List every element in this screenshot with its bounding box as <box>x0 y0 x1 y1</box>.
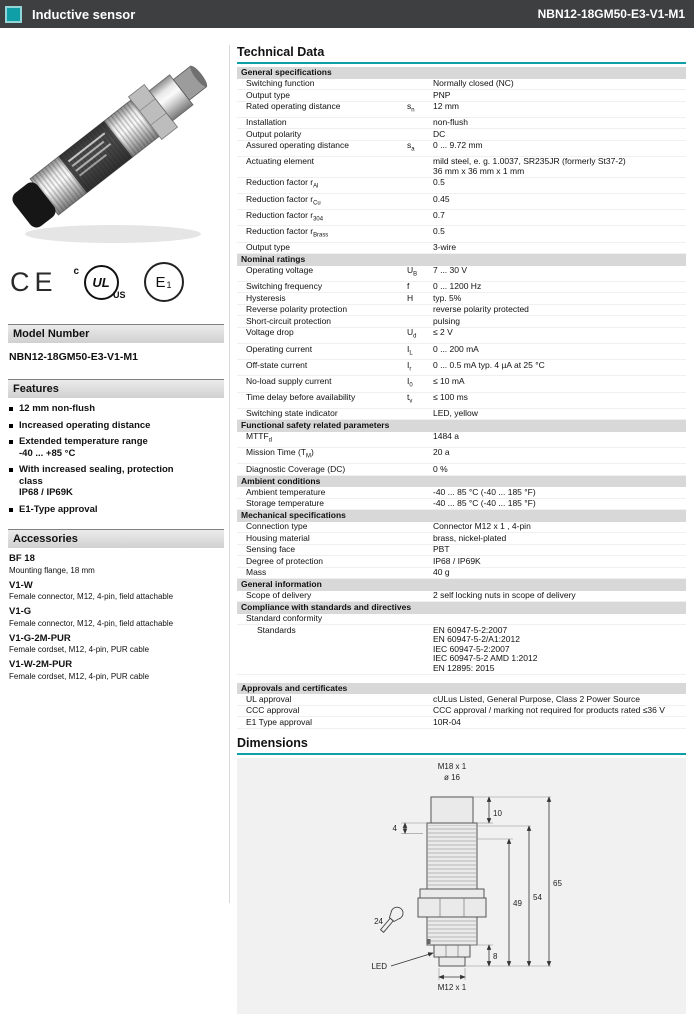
spec-row <box>237 79 686 91</box>
dim-label-65: 65 <box>553 878 562 888</box>
accessory-name: BF 18 <box>9 553 35 564</box>
feature-item <box>9 436 223 459</box>
spec-value: 0 ... 9.72 mm <box>433 140 483 151</box>
spec-label: CCC approval <box>246 705 300 716</box>
spec-row <box>237 305 686 317</box>
dimension-drawing <box>237 758 686 1014</box>
spec-row <box>237 448 686 464</box>
spec-label: Switching frequency <box>246 281 323 292</box>
spec-value: 0.45 <box>433 193 450 204</box>
e1-mark-icon <box>144 262 184 302</box>
dim-label-led: LED <box>371 961 387 971</box>
spec-label: Diagnostic Coverage (DC) <box>246 463 346 474</box>
spec-symbol: $s_n$ <box>407 101 415 114</box>
dim-label-dia16: ø 16 <box>443 772 461 782</box>
spec-value: non-flush <box>433 117 468 128</box>
spec-row <box>237 487 686 499</box>
cul-us-mark-icon <box>74 262 128 302</box>
ul-us-letters: US <box>113 290 126 300</box>
spec-label: UL approval <box>246 693 292 704</box>
spec-value: typ. 5% <box>433 292 462 303</box>
tech-sections <box>237 67 686 729</box>
section-header: Ambient conditions <box>237 476 686 488</box>
drawing-thread-lower <box>427 919 477 943</box>
spec-value: 20 a <box>433 447 450 458</box>
spec-label: Degree of protection <box>246 555 324 566</box>
spec-label: Short-circuit protection <box>246 315 332 326</box>
section-header: Nominal ratings <box>237 254 686 266</box>
spec-value: LED, yellow <box>433 408 478 419</box>
drawing-nut <box>418 898 486 917</box>
spec-value: PBT <box>433 544 450 555</box>
spec-symbol: $s_a$ <box>407 140 415 153</box>
spec-symbol: H <box>407 292 414 303</box>
spec-value: IP68 / IP69K <box>433 555 481 566</box>
dim-label-49: 49 <box>513 898 522 908</box>
spec-value: CCC approval / marking not required for products rated ≤36 V <box>433 705 665 716</box>
accessories-list <box>8 554 224 681</box>
dimensions-area <box>237 758 686 1014</box>
feature-text: 12 mm non-flush <box>19 403 96 414</box>
accessory-item <box>9 581 223 602</box>
spec-row <box>237 157 686 178</box>
spec-row <box>237 694 686 706</box>
spec-value: EN 60947-5-2:2007 EN 60947-5-2/A1:2012 IEC 60947-5-2:2007 IEC 60947-5-2 AMD 1:2012 EN 12895: 2015 <box>433 624 538 673</box>
spec-label: Installation <box>246 117 287 128</box>
spec-row <box>237 360 686 376</box>
spec-symbol: $t_v$ <box>407 392 413 405</box>
spec-symbol: $I_r$ <box>407 359 412 373</box>
ul-circle: UL <box>84 265 119 300</box>
drawing-head <box>431 797 473 823</box>
column-divider <box>229 45 230 903</box>
spec-value: 40 g <box>433 567 450 578</box>
accessory-name: V1-W-2M-PUR <box>9 659 73 670</box>
spec-label: Ambient temperature <box>246 486 326 497</box>
spec-row <box>237 141 686 157</box>
spec-row <box>237 568 686 580</box>
spec-row <box>237 717 686 729</box>
accessory-item <box>9 634 223 655</box>
dim-label-4: 4 <box>392 823 397 833</box>
dim-label-24: 24 <box>374 916 383 926</box>
bullet-icon <box>9 424 13 428</box>
spec-value: Normally closed (NC) <box>433 78 514 88</box>
spec-label: E1 Type approval <box>246 716 312 727</box>
spec-value: DC <box>433 128 446 139</box>
spec-row <box>237 118 686 130</box>
spec-label: Sensing face <box>246 544 296 555</box>
spec-row <box>237 376 686 392</box>
drawing-washer <box>420 889 484 898</box>
spec-row <box>237 282 686 294</box>
dim-label-m12: M12 x 1 <box>437 982 467 992</box>
spec-label: Operating voltage <box>246 265 314 276</box>
section-header: Approvals and certificates <box>237 683 686 695</box>
accessory-name: V1-W <box>9 579 33 591</box>
spec-value: reverse polarity protected <box>433 304 529 315</box>
spec-label: Switching state indicator <box>246 408 338 419</box>
section-header: Compliance with standards and directives <box>237 602 686 614</box>
spec-label: Mass <box>246 567 267 578</box>
section-header: Functional safety related parameters <box>237 420 686 432</box>
feature-item <box>9 420 223 432</box>
e1-number: 1 <box>166 279 172 290</box>
sensor-photo-graphic <box>8 40 224 250</box>
spec-value: cULus Listed, General Purpose, Class 2 Power Source <box>433 693 640 704</box>
certification-marks <box>10 254 224 310</box>
spec-row <box>237 464 686 476</box>
spec-row <box>237 102 686 118</box>
dim-label-8: 8 <box>493 951 498 961</box>
feature-item <box>9 464 223 499</box>
section-header: General information <box>237 579 686 591</box>
accessory-description: Female connector, M12, 4-pin, field attachable <box>9 592 174 601</box>
spec-label: Standard conformity <box>246 613 323 624</box>
spec-label: Output type <box>246 89 290 100</box>
bullet-icon <box>9 508 13 512</box>
spec-label: Switching function <box>246 78 315 88</box>
spec-label: Off-state current <box>246 359 308 370</box>
spec-row <box>237 178 686 194</box>
spec-value: Connector M12 x 1 , 4-pin <box>433 521 531 532</box>
spec-row <box>237 556 686 568</box>
spec-value: 0 ... 1200 Hz <box>433 281 482 292</box>
spec-value: 10R-04 <box>433 716 461 727</box>
spec-label: Output polarity <box>246 128 302 139</box>
features-list <box>8 403 224 515</box>
spec-value: 0 % <box>433 463 448 474</box>
spec-row <box>237 266 686 282</box>
drawing-connector-hex <box>434 945 470 957</box>
product-photo <box>8 40 224 250</box>
spec-value: -40 ... 85 °C (-40 ... 185 °F) <box>433 498 536 509</box>
spec-value: 0 ... 0.5 mA typ. 4 µA at 25 °C <box>433 359 545 370</box>
spec-label: Storage temperature <box>246 498 324 509</box>
spec-row <box>237 194 686 210</box>
spec-row <box>237 533 686 545</box>
photo-shadow <box>25 225 201 243</box>
accessory-description: Female cordset, M12, 4-pin, PUR cable <box>9 645 150 654</box>
spec-label: Reduction factor $r_{Cu}$ <box>246 193 321 207</box>
right-column <box>237 45 686 1014</box>
dim-label-10: 10 <box>493 808 502 818</box>
spec-row <box>237 706 686 718</box>
drawing-plug <box>439 957 465 966</box>
spec-row <box>237 499 686 511</box>
spec-value: ≤ 100 ms <box>433 392 468 403</box>
accessory-name: V1-G-2M-PUR <box>9 632 71 644</box>
bullet-icon <box>9 468 13 472</box>
spec-value: 0.5 <box>433 177 445 188</box>
spec-label: Voltage drop <box>246 327 294 338</box>
accessory-name: V1-G <box>9 606 32 617</box>
brand-logo-icon <box>5 6 22 23</box>
spec-row <box>237 129 686 141</box>
section-header: Mechanical specifications <box>237 510 686 522</box>
spec-value: 0.7 <box>433 209 445 220</box>
spec-row <box>237 344 686 360</box>
spec-value: ≤ 10 mA <box>433 375 465 386</box>
spec-label: Reduction factor $r_{Al}$ <box>246 177 319 191</box>
spec-symbol: f <box>407 281 410 292</box>
dim-label-54: 54 <box>533 892 542 902</box>
e1-letter: E <box>155 273 166 291</box>
spec-symbol: $I_L$ <box>407 343 413 357</box>
features-header: Features <box>8 379 224 398</box>
header-model-number: NBN12-18GM50-E3-V1-M1 <box>537 7 685 21</box>
ul-c-letter: c <box>73 266 80 277</box>
spec-label: Actuating element <box>246 156 315 167</box>
page-title: Inductive sensor <box>32 6 136 22</box>
spec-row <box>237 614 686 626</box>
spec-value: pulsing <box>433 315 460 326</box>
spec-value: mild steel, e. g. 1.0037, SR235JR (formerly St37-2) 36 mm x 36 mm x 1 mm <box>433 156 626 176</box>
spec-row <box>237 432 686 448</box>
accessory-description: Female connector, M12, 4-pin, field attachable <box>9 618 174 628</box>
spec-row <box>237 328 686 344</box>
accessory-description: Mounting flange, 18 mm <box>9 565 95 575</box>
spec-label: No-load supply current <box>246 375 332 386</box>
spec-label: Scope of delivery <box>246 590 312 601</box>
feature-item <box>9 504 223 516</box>
spec-value: 0.5 <box>433 225 445 236</box>
spec-row <box>237 591 686 603</box>
spec-label: Rated operating distance <box>246 101 341 111</box>
model-number-value: NBN12-18GM50-E3-V1-M1 <box>9 351 138 363</box>
accessory-item <box>9 660 223 681</box>
drawing-led-window <box>427 939 431 944</box>
spec-row <box>237 625 686 675</box>
spec-label: Operating current <box>246 343 313 354</box>
spec-value: -40 ... 85 °C (-40 ... 185 °F) <box>433 486 536 497</box>
spec-value: 2 self locking nuts in scope of delivery <box>433 590 576 601</box>
feature-text: Increased operating distance <box>19 419 151 431</box>
section-header: General specifications <box>237 67 686 79</box>
spec-value: 3-wire <box>433 242 457 253</box>
bullet-icon <box>9 407 13 411</box>
model-number-header: Model Number <box>8 324 224 343</box>
spec-row <box>237 90 686 102</box>
spec-row <box>237 545 686 557</box>
accessory-item <box>9 607 223 628</box>
feature-text: With increased sealing, protection class IP68 / IP69K <box>19 464 174 498</box>
accessory-item <box>9 554 223 575</box>
spec-value: 1484 a <box>433 431 459 442</box>
spec-value: PNP <box>433 89 451 100</box>
spec-row <box>237 409 686 421</box>
drawing-thread-upper <box>427 825 477 887</box>
spec-label: Reverse polarity protection <box>246 304 348 315</box>
spec-label: Housing material <box>246 532 310 543</box>
spec-row <box>237 393 686 409</box>
spec-value: ≤ 2 V <box>433 327 453 338</box>
spec-row <box>237 226 686 242</box>
bullet-icon <box>9 440 13 444</box>
spec-value: brass, nickel-plated <box>433 532 507 543</box>
accessory-description: Female cordset, M12, 4-pin, PUR cable <box>9 671 150 681</box>
ce-mark-icon: CE <box>10 266 58 297</box>
feature-item <box>9 403 223 415</box>
spec-label: Reduction factor $r_{Brass}$ <box>246 225 329 239</box>
spec-symbol: $I_0$ <box>407 375 413 389</box>
accessories-header: Accessories <box>8 529 224 548</box>
spec-label: Reduction factor $r_{304}$ <box>246 209 324 223</box>
dim-label-m18: M18 x 1 <box>437 761 467 771</box>
spec-row <box>237 522 686 534</box>
spec-label: Connection type <box>246 521 308 532</box>
section-gap <box>237 675 686 683</box>
feature-text: E1-Type approval <box>19 503 98 515</box>
spec-row <box>237 243 686 255</box>
spec-row <box>237 293 686 305</box>
spec-row <box>237 316 686 328</box>
feature-text: Extended temperature range -40 ... +85 °C <box>19 436 148 459</box>
spec-value: 7 ... 30 V <box>433 265 468 276</box>
spec-symbol: $U_B$ <box>407 265 418 278</box>
spec-label: Output type <box>246 242 290 253</box>
spec-row <box>237 210 686 226</box>
spec-label: Hysteresis <box>246 292 286 303</box>
header-bar <box>0 0 694 28</box>
spec-label: Time delay before availability <box>246 392 356 403</box>
spec-symbol: $U_d$ <box>407 327 417 340</box>
spec-label: Assured operating distance <box>246 140 350 151</box>
spec-label: $MTTF_d$ <box>246 431 272 444</box>
spec-value: 12 mm <box>433 101 459 111</box>
technical-data-title: Technical Data <box>237 45 686 64</box>
spec-value: 0 ... 200 mA <box>433 343 479 354</box>
spec-label: Standards <box>257 624 296 635</box>
dimensions-title: Dimensions <box>237 736 686 755</box>
left-column <box>8 40 224 681</box>
spec-label: Mission Time $(T_M)$ <box>246 447 314 461</box>
